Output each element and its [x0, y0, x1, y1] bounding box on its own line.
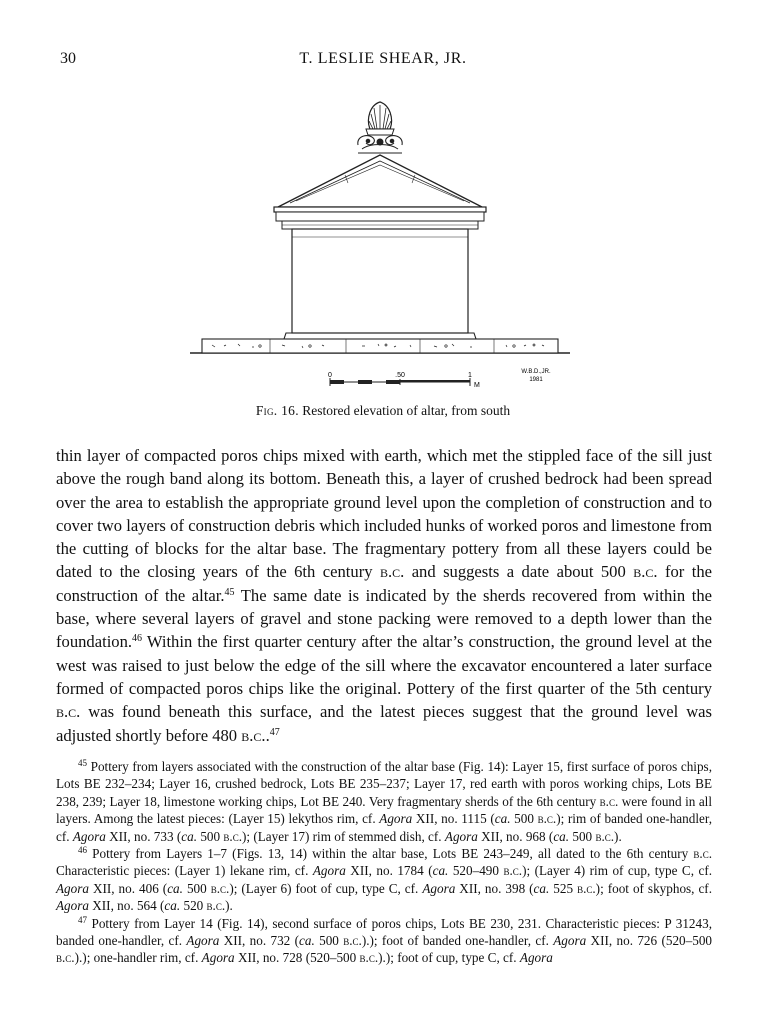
altar-body: [292, 229, 468, 333]
footnote-text-run: Characteristic pieces: (Layer 1) lekane rim, cf.: [56, 863, 313, 879]
era-abbrev: b.c.: [537, 811, 557, 827]
circa: ca.: [553, 828, 570, 844]
agora-citation: Agora: [186, 933, 220, 949]
footnote-46: [56, 845, 712, 915]
agora-citation: Agora: [422, 880, 456, 896]
footnote-ref[interactable]: 45: [224, 586, 235, 598]
era-abbrev: b.c.: [503, 863, 523, 879]
footnote-number: 47: [78, 914, 87, 925]
footnote-text-run: XII, no. 732 (: [219, 933, 300, 949]
era-abbrev: b.c.: [56, 702, 81, 722]
footnote-text-run: XII, no. 564 (: [88, 898, 165, 914]
scale-bar: [330, 378, 470, 386]
body-text-run: and suggests a date about 500: [404, 562, 634, 582]
footnote-text-run: 520–490: [448, 863, 504, 879]
footnote-text-run: ); foot of cup, type C, cf.: [385, 950, 520, 966]
page-number: 30: [60, 50, 76, 67]
footnote-text-run: XII, no. 406 (: [88, 880, 168, 896]
era-abbrev: b.c.: [379, 562, 405, 582]
footnote-text-run: Pottery from Layers 1–7 (Figs. 13, 14) within the altar base, Lots BE 243–249, all dated to the 6th century: [87, 846, 694, 862]
pediment: [278, 155, 482, 207]
footnote-text-run: ); (Layer 6) foot of cup, type C, cf.: [229, 880, 423, 896]
footnote-text-run: 500: [510, 811, 538, 827]
footnote-text-run: ); foot of banded one-handler, cf.: [369, 933, 554, 949]
figure-label: Fig. 16.: [255, 403, 299, 418]
footnote-number: 45: [78, 758, 87, 768]
footnote-text-run: ); (Layer 4) rim of cup, type C, cf.: [522, 863, 713, 879]
era-abbrev: b.c.: [241, 725, 266, 745]
footnote-47: [56, 915, 712, 967]
era-abbrev: b.c.: [210, 880, 230, 896]
circa: ca.: [494, 811, 511, 827]
footnote-text-run: Pottery from Layer 14 (Fig. 14), second surface of poros chips, Lots BE 230, 231. Characteristic pieces: P 31243, banded one-handler, cf.: [56, 915, 712, 949]
era-abbrev: b.c.: [595, 828, 615, 844]
footnote-text-run: ); foot of skyphos, cf.: [595, 880, 712, 896]
scale-label-zero: 0: [328, 372, 332, 379]
running-head: T. LESLIE SHEAR, JR.: [299, 50, 467, 67]
circa: ca.: [432, 863, 449, 879]
body-text-run: for the construction of the altar.: [56, 562, 713, 605]
footnote-text-run: ); one-handler rim, cf.: [82, 950, 202, 966]
altar-elevation-drawing: [190, 95, 570, 395]
footnote-number: 46: [78, 845, 87, 856]
scale-label-mid: .50: [395, 372, 405, 379]
circa: ca.: [299, 933, 315, 949]
footnote-text-run: Pottery from layers associated with the construction of the altar base (Fig. 14): Layer 15, first surface of poros chips, Lots BE 232–234; Layer 16, crushed bedrock, Lots BE 235–237; Layer 17, red earth with poros working chips, Lots BE 238, 239; Layer 18, limestone working chips, Lot BE 240. Very fragmentary sherds of the 6th century: [56, 759, 712, 809]
altar-elevation-figure: [190, 95, 570, 395]
era-abbrev: b.c.).: [343, 933, 370, 949]
circa: ca.: [167, 880, 183, 896]
footnote-text-run: XII, no. 968 (: [477, 828, 554, 844]
figure-caption-text: Restored elevation of altar, from south: [302, 403, 511, 418]
page-header: [0, 50, 766, 74]
agora-citation: Agora: [56, 880, 89, 896]
footnote-text-run: XII, no. 726 (520–500: [586, 933, 713, 949]
drafter-initials: W.B.D.,JR.: [521, 369, 551, 375]
scale-label-end: 1: [468, 372, 472, 379]
footnote-text-run: were found in all layers. Among the latest pieces: (Layer 15) lekythos rim, cf.: [56, 793, 712, 827]
footnote-text-run: XII, no. 398 (: [455, 880, 534, 896]
era-abbrev: b.c.: [206, 898, 226, 914]
drawing-year: 1981: [529, 377, 543, 383]
era-abbrev: b.c.).: [359, 950, 386, 966]
body-text-run: was found beneath this surface, and the latest pieces suggest that the ground level was adjusted shortly before 480: [56, 702, 712, 745]
footnote-text-run: ).: [614, 828, 622, 844]
agora-citation: Agora: [379, 811, 413, 827]
body-text-run: thin layer of compacted poros chips mixed with earth, which met the stippled face of the sill just above the rough band along its bottom. Beneath this, a layer of crushed bedrock had been spread over the area to establish the appropriate ground level upon the completion of construction and to cover two layers of construction debris which included hunks of worked poros and limestone from the cutting of blocks for the altar base. The fragmentary pottery from all these layers could be dated to the closing years of the 6th century: [56, 446, 712, 582]
footnote-text-run: ).: [225, 898, 233, 914]
footnote-text-run: XII, no. 733 (: [105, 828, 182, 844]
footnote-ref[interactable]: 47: [269, 726, 280, 738]
scale-unit: M: [474, 382, 480, 389]
footnote-text-run: 500: [197, 828, 224, 844]
acroterion-palmette: [358, 102, 402, 153]
footnote-text-run: 500: [182, 880, 211, 896]
era-abbrev: b.c.: [577, 880, 596, 896]
footnote-text-run: XII, no. 728 (520–500: [234, 950, 360, 966]
footnote-text-run: 500: [569, 828, 596, 844]
footnotes: [56, 758, 712, 967]
era-abbrev: b.c.).: [56, 950, 83, 966]
sill: [202, 339, 558, 353]
body-text-run: .: [265, 725, 270, 745]
agora-citation: Agora: [56, 898, 89, 914]
body-paragraph: [56, 444, 712, 747]
footnote-ref[interactable]: 46: [132, 633, 143, 645]
agora-citation: Agora: [312, 863, 346, 879]
footnote-text-run: 500: [314, 933, 344, 949]
figure-caption: [0, 403, 766, 419]
era-abbrev: b.c.: [223, 828, 242, 844]
body-text-run: The same date is indicated by the sherds recovered from within the base, where several layers of gravel and stone packing were removed to a depth lower than the foundation.: [56, 585, 712, 652]
footnote-text-run: ); (Layer 17) rim of stemmed dish, cf.: [242, 828, 445, 844]
footnote-text-run: 525: [549, 880, 578, 896]
footnote-text-run: XII, no. 1784 (: [345, 863, 433, 879]
agora-citation: Agora: [72, 828, 106, 844]
agora-citation: Agora: [553, 933, 587, 949]
agora-citation: Agora: [519, 950, 553, 966]
era-abbrev: b.c.: [693, 846, 712, 862]
footnote-text-run: XII, no. 1115 (: [412, 811, 495, 827]
agora-citation: Agora: [201, 950, 235, 966]
body-text-run: Within the first quarter century after the altar’s construction, the ground level at the west was raised to just below the edge of the sill where the excavator encountered a later surface formed of compacted poros chips like the original. Pottery of the first quarter of the 5th century: [56, 632, 712, 698]
agora-citation: Agora: [444, 828, 478, 844]
footnote-text-run: ); rim of banded one-handler, cf.: [56, 811, 713, 844]
era-abbrev: b.c.: [599, 793, 619, 809]
era-abbrev: b.c.: [633, 562, 658, 582]
footnote-text-run: 520: [180, 898, 207, 914]
circa: ca.: [181, 828, 198, 844]
footnote-45: [56, 758, 712, 845]
circa: ca.: [164, 898, 181, 914]
circa: ca.: [533, 880, 550, 896]
